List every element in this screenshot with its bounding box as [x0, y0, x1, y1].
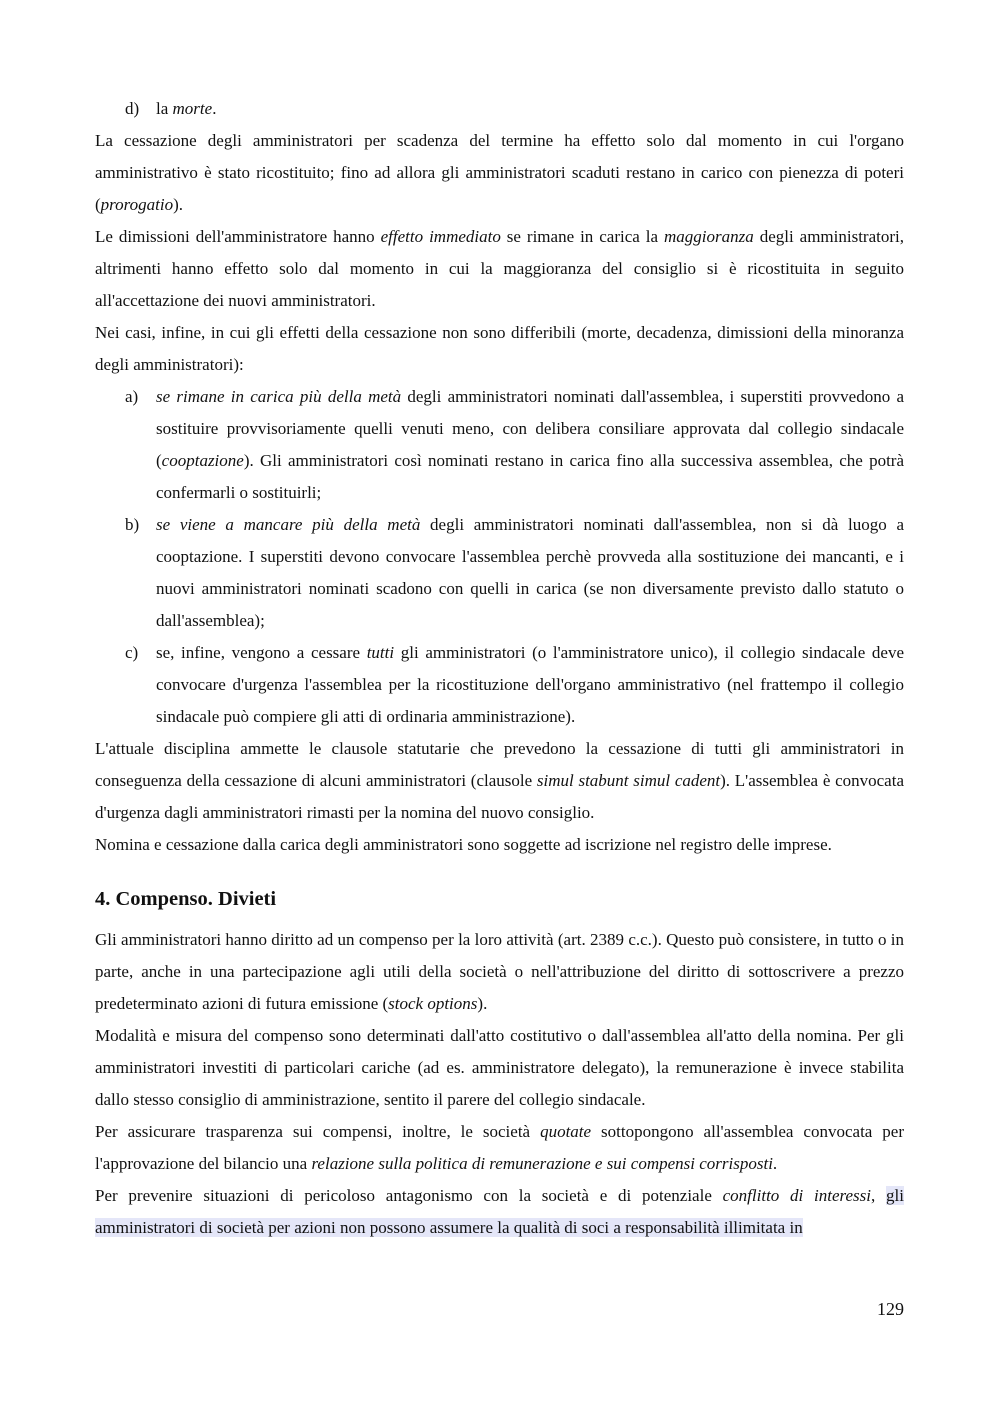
list-item-text: la morte. [156, 99, 217, 118]
list-item-text: se rimane in carica più della metà degli amministratori nominati dall'assemblea, i superstiti provvedono a sostituire provvisoriamente quelli venuti meno, con delibera consiliare approvata dal collegio sindacale (cooptazione). Gli amministratori così nominati restano in carica fino alla successiva assemblea, che potrà confermarli o sostituirli; [156, 387, 904, 502]
list-marker: d) [125, 99, 140, 118]
paragraph-modalita-compenso: Modalità e misura del compenso sono determinati dall'atto costitutivo o dall'assemblea all'atto della nomina. Per gli amministratori investiti di particolari cariche (ad es. amministratore delegato), la remunerazione è invece stabilita dallo stesso consiglio di amministrazione, sentito il parere del collegio sindacale. [95, 1026, 904, 1109]
list-item-c [95, 637, 904, 733]
paragraph-cessazione-scadenza: La cessazione degli amministratori per scadenza del termine ha effetto solo dal momento in cui l'organo amministrativo è stato ricostituito; fino ad allora gli amministratori scaduti restano in carico con pienezza di poteri (prorogatio). [95, 131, 904, 214]
paragraph-compenso: Gli amministratori hanno diritto ad un compenso per la loro attività (art. 2389 c.c.). Questo può consistere, in tutto o in parte, anche in una partecipazione agli utili della società o nell'attribuzione del diritto di sottoscrivere a prezzo predeterminato azioni di futura emissione (stock options). [95, 930, 904, 1013]
list-marker: c) [125, 643, 139, 662]
highlighted-text[interactable]: gli amministratori di società per azioni non possono assumere la qualità di soci a responsabilità illimitata in [95, 1186, 904, 1237]
list-item-text: se, infine, vengono a cessare tutti gli amministratori (o l'amministratore unico), il collegio sindacale deve convocare d'urgenza l'assemblea per la ricostituzione dell'organo amministrativo (nel frattempo il collegio sindacale può compiere gli atti di ordinaria amministrazione). [156, 643, 905, 726]
list-item-d [95, 93, 904, 125]
page-body [95, 93, 904, 1244]
list-item-text: se viene a mancare più della metà degli amministratori nominati dall'assemblea, non si dà luogo a cooptazione. I superstiti devono convocare l'assemblea perchè provveda alla sostituzione dei mancanti, e i nuovi amministratori nominati scadono con quelli in carica (se non diversamente previsto dallo statuto o dall'assemblea); [156, 515, 904, 630]
section-heading: 4. Compenso. Divieti [95, 888, 277, 910]
list-item-a [95, 381, 904, 509]
paragraph-registro-imprese: Nomina e cessazione dalla carica degli amministratori sono soggette ad iscrizione nel registro delle imprese. [95, 835, 832, 854]
paragraph-simul-stabunt: L'attuale disciplina ammette le clausole statutarie che prevedono la cessazione di tutti gli amministratori in conseguenza della cessazione di alcuni amministratori (clausole simul stabunt simul cadent). L'assemblea è convocata d'urgenza dagli amministratori rimasti per la nomina del nuovo consiglio. [95, 739, 904, 822]
paragraph-casi-non-differibili: Nei casi, infine, in cui gli effetti della cessazione non sono differibili (morte, decadenza, dimissioni della minoranza degli amministratori): [95, 323, 904, 374]
paragraph-trasparenza: Per assicurare trasparenza sui compensi, inoltre, le società quotate sottopongono all'assemblea convocata per l'approvazione del bilancio una relazione sulla politica di remunerazione e sui compensi corrisposti. [95, 1122, 905, 1173]
list-marker: b) [125, 515, 140, 534]
list-marker: a) [125, 387, 139, 406]
paragraph-conflitto-interessi: Per prevenire situazioni di pericoloso antagonismo con la società e di potenziale conflitto di interessi, gli amministratori di società per azioni non possono assumere la qualità di soci a responsabilità illimitata in [95, 1186, 904, 1237]
list-item-b [95, 509, 904, 637]
paragraph-dimissioni: Le dimissioni dell'amministratore hanno effetto immediato se rimane in carica la maggioranza degli amministratori, altrimenti hanno effetto solo dal momento in cui la maggioranza del consiglio si è ricostituita in seguito all'accettazione dei nuovi amministratori. [95, 227, 904, 310]
page-number: 129 [877, 1299, 904, 1319]
